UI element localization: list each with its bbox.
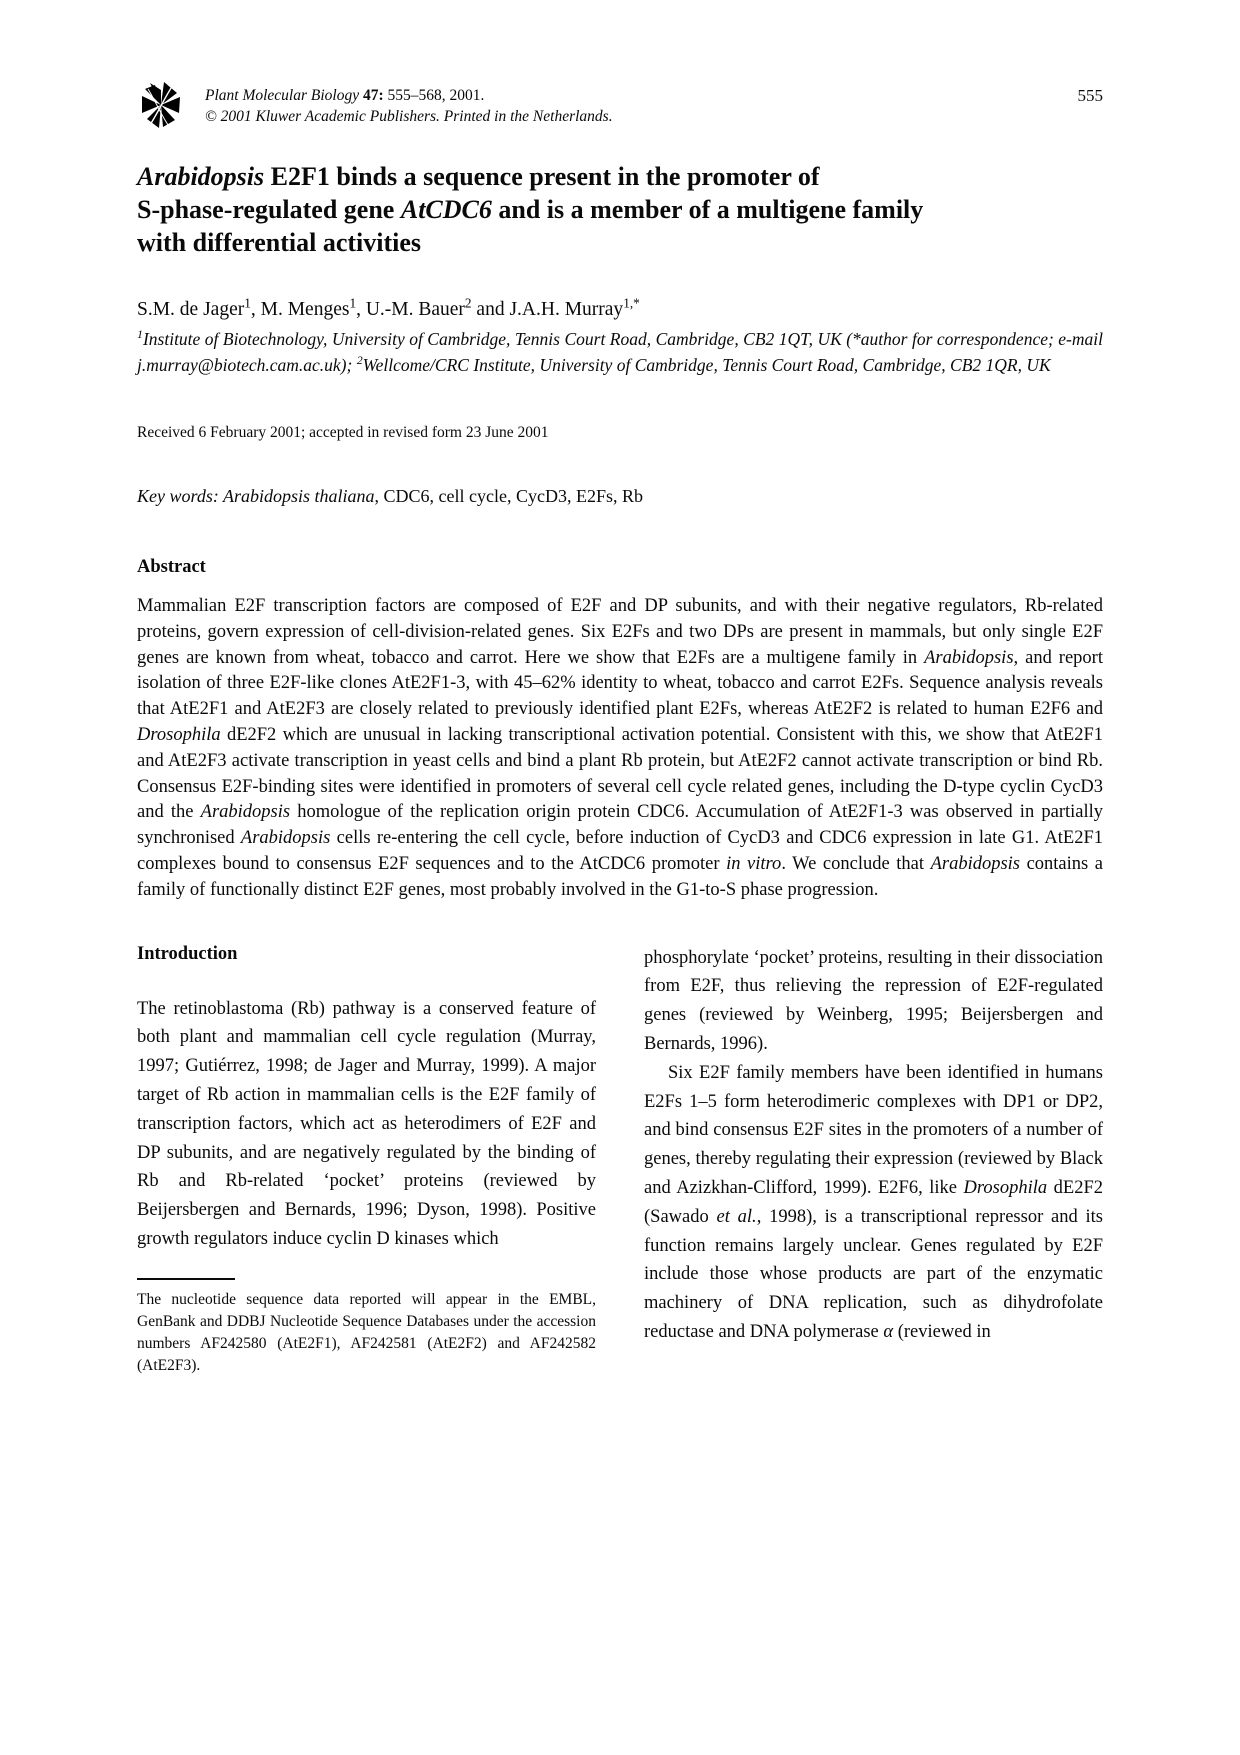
journal-header [137,82,1103,130]
introduction-paragraph: The retinoblastoma (Rb) pathway is a conserved feature of both plant and mammalian cell cycle regulation (Murray, 1997; Gutiérrez, 1998; de Jager and Murray, 1999). A major target of Rb action in mammalian cells is the E2F family of transcription factors, which act as heterodimers of E2F and DP subunits, and are negatively regulated by the binding of Rb and Rb-related ‘pocket’ proteins (reviewed by Beijersbergen and Bernards, 1996; Dyson, 1998). Positive growth regulators induce cyclin D kinases which [137,998,596,1249]
journal-header-left [137,82,613,130]
copyright-line: © 2001 Kluwer Academic Publishers. Printed in the Netherlands. [205,108,613,125]
abstract-body: Mammalian E2F transcription factors are composed of E2F and DP subunits, and with their negative regulators, Rb-related proteins, govern expression of cell-division-related genes. Six E2Fs and two DPs are present in mammals, but only single E2F genes are known from wheat, tobacco and carrot. Here we show that E2Fs are a multigene family in Arabidopsis, and report isolation of three E2F-like clones AtE2F1-3, with 45–62% identity to wheat, tobacco and carrot E2Fs. Sequence analysis reveals that AtE2F1 and AtE2F3 are closely related to previously identified plant E2Fs, whereas AtE2F2 is related to human E2F6 and Drosophila dE2F2 which are unusual in lacking transcriptional activation potential. Consistent with this, we show that AtE2F1 and AtE2F3 activate transcription in yeast cells and bind a plant Rb protein, but AtE2F2 cannot activate transcription or bind Rb. Consensus E2F-binding sites were identified in promoters of several cell cycle related genes, including the D-type cyclin CycD3 and the Arabidopsis homologue of the replication origin protein CDC6. Accumulation of AtE2F1-3 was observed in partially synchronised Arabidopsis cells re-entering the cell cycle, before induction of CycD3 and CDC6 expression in late G1. AtE2F1 complexes bound to consensus E2F sequences and to the AtCDC6 promoter in vitro. We conclude that Arabidopsis contains a family of functionally distinct E2F genes, most probably involved in the G1-to-S phase progression. [137,596,1103,900]
journal-citation: Plant Molecular Biology 47: 555–568, 2001. [205,87,485,104]
journal-citation-block [205,82,613,127]
article-title-line-1: Arabidopsis E2F1 binds a sequence present in the promoter of [137,162,820,191]
article-title-line-2: S-phase-regulated gene AtCDC6 and is a member of a multigene family [137,195,924,224]
abstract-heading: Abstract [137,557,206,577]
footnote-rule [137,1278,235,1280]
article-title [137,160,1103,259]
right-column [644,944,1103,1377]
right-column-paragraph-1: phosphorylate ‘pocket’ proteins, resulting in their dissociation from E2F, thus relieving the repression of E2F-regulated genes (reviewed by Weinberg, 1995; Beijersbergen and Bernards, 1996). [644,947,1103,1054]
kluwer-flower-logo-icon [137,80,185,130]
two-column-body [137,944,1103,1377]
footnote-text: The nucleotide sequence data reported will appear in the EMBL, GenBank and DDBJ Nucleotide Sequence Databases under the accession numbers AF242580 (AtE2F1), AF242581 (AtE2F2) and AF242582 (AtE2F3). [137,1290,596,1374]
left-column [137,944,596,1377]
introduction-heading: Introduction [137,943,238,964]
received-accepted-line: Received 6 February 2001; accepted in revised form 23 June 2001 [137,424,549,441]
affiliations-block: $^1$Institute of Biotechnology, University of Cambridge, Tennis Court Road, Cambridge, CB2 1QT, UK (*author for correspondence; e-mail j.murray@biotech.cam.ac.uk); $^2$Wellcome/CRC Institute, University of Cambridge, Tennis Court Road, Cambridge, CB2 1QR, UK [137,327,1103,375]
right-column-paragraph-2: Six E2F family members have been identified in humans E2Fs 1–5 form heterodimeric complexes with DP1 or DP2, and bind consensus E2F sites in the promoters of a number of genes, thereby regulating their expression (reviewed by Black and Azizkhan-Clifford, 1999). E2F6, like Drosophila dE2F2 (Sawado et al., 1998), is a transcriptional repressor and its function remains largely unclear. Genes regulated by E2F include those whose products are part of the enzymatic machinery of DNA replication, such as dihydrofolate reductase and DNA polymerase α (reviewed in [644,1062,1104,1342]
article-title-line-3: with differential activities [137,228,422,257]
page-number: 555 [1077,86,1103,105]
keywords-line: Key words: Arabidopsis thaliana, CDC6, cell cycle, CycD3, E2Fs, Rb [137,486,643,506]
authors-line: S.M. de Jager$^1$, M. Menges$^1$, U.-M. Bauer$^2$ and J.A.H. Murray$^{1,*}$ [137,295,640,320]
footnote-block [137,1278,596,1377]
